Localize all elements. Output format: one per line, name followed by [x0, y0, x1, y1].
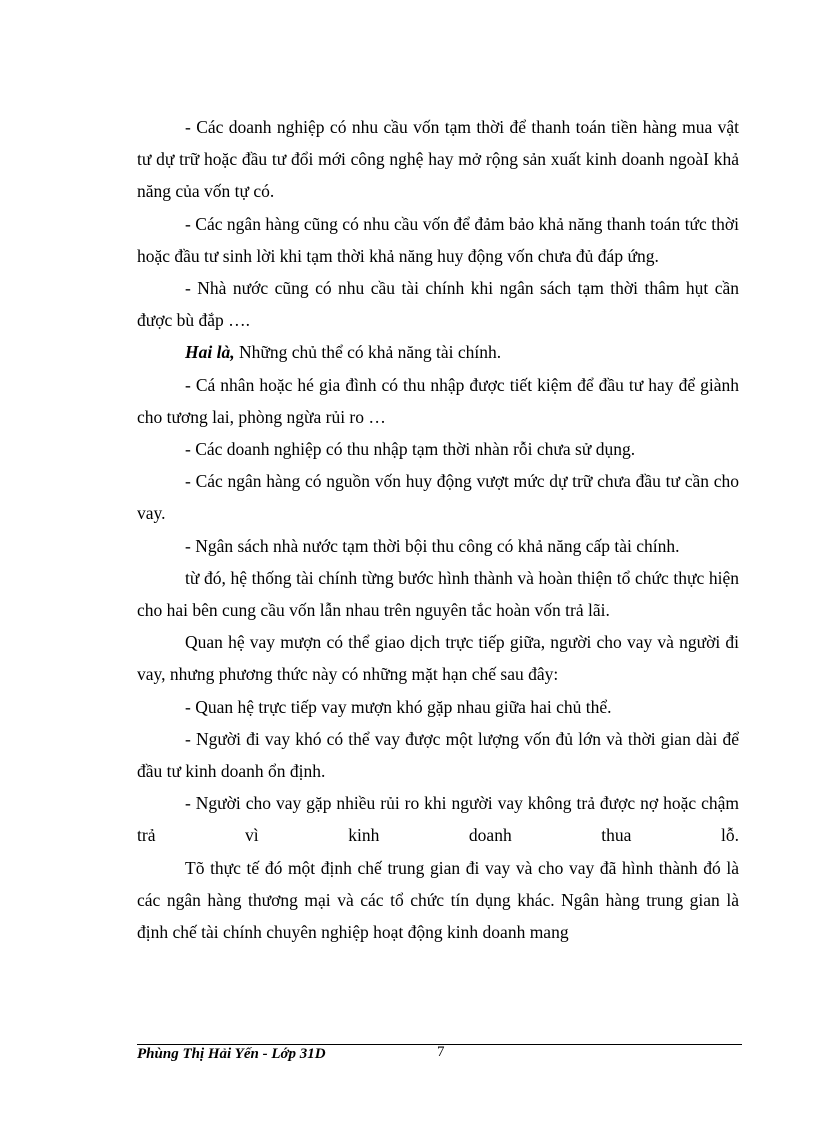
paragraph-7: - Các ngân hàng có nguồn vốn huy động vượt mức dự trữ chưa đầu tư cần cho vay.: [137, 471, 739, 524]
document-body: [137, 111, 739, 948]
paragraph-5: - Cá nhân hoặc hé gia đình có thu nhập được tiết kiệm để đầu tư hay để giành cho tương lai, phòng ngừa rủi ro …: [137, 374, 739, 427]
paragraph-1: - Các doanh nghiệp có nhu cầu vốn tạm thời để thanh toán tiền hàng mua vật tư dự trữ hoặc đầu tư đổi mới công nghệ hay mở rộng sản xuất kinh doanh ngoàI khả năng của vốn tự có.: [137, 117, 739, 202]
paragraph-11: - Quan hệ trực tiếp vay mượn khó gặp nhau giữa hai chủ thể.: [185, 696, 612, 717]
paragraph-10: Quan hệ vay mượn có thể giao dịch trực tiếp giữa, người cho vay và người đi vay, nhưng phương thức này có những mặt hạn chế sau đây:: [137, 632, 739, 685]
paragraph-2: - Các ngân hàng cũng có nhu cầu vốn để đảm bảo khả năng thanh toán tức thời hoặc đầu tư sinh lời khi tạm thời khả năng huy động vốn chưa đủ đáp ứng.: [137, 213, 739, 266]
paragraph-14: Tõ thực tế đó một định chế trung gian đi vay và cho vay đã hình thành đó là các ngân hàng thương mại và các tổ chức tín dụng khác. Ngân hàng trung gian là định chế tài chính chuyên nghiệp hoạt động kinh doanh mang: [137, 857, 739, 943]
page-number: 7: [437, 1044, 445, 1060]
paragraph-13: - Người cho vay gặp nhiều rủi ro khi người vay không trả được nợ hoặc chậm trả vì kinh doanh thua lỗ.: [137, 793, 739, 846]
paragraph-12: - Người đi vay khó có thể vay được một lượng vốn đủ lớn và thời gian dài để đầu tư kinh doanh ổn định.: [137, 728, 739, 782]
footer-author: Phùng Thị Hải Yến - Lớp 31D: [137, 1046, 326, 1062]
paragraph-9: từ đó, hệ thống tài chính từng bước hình thành và hoàn thiện tổ chức thực hiện cho hai bên cung cầu vốn lẫn nhau trên nguyên tắc hoàn vốn trả lãi.: [137, 567, 739, 621]
paragraph-4: [137, 336, 739, 368]
paragraph-8: - Ngân sách nhà nước tạm thời bội thu công có khả năng cấp tài chính.: [185, 535, 680, 556]
paragraph-3: - Nhà nước cũng có nhu cầu tài chính khi ngân sách tạm thời thâm hụt cần được bù đắp ….: [137, 278, 739, 331]
paragraph-4-text: Những chủ thể có khả năng tài chính.: [234, 342, 502, 363]
paragraph-6: - Các doanh nghiệp có thu nhập tạm thời nhàn rỗi chưa sử dụng.: [185, 439, 636, 460]
paragraph-4-lead: Hai là,: [185, 342, 235, 363]
